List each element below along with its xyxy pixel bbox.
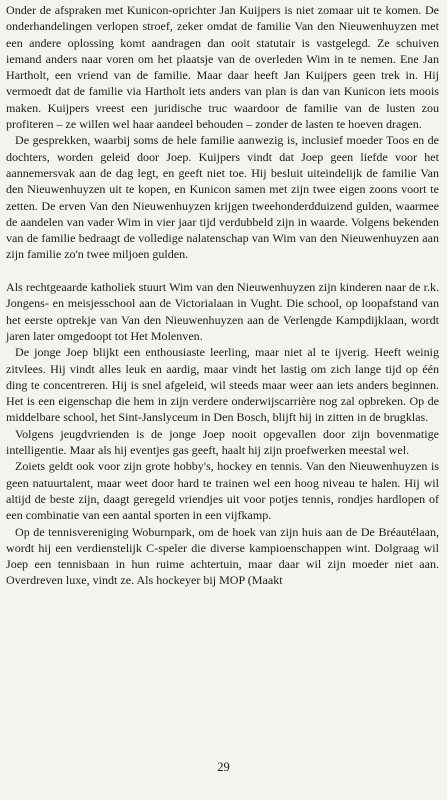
paragraph: Op de tennisvereniging Woburnpark, om de hoek van zijn huis aan de De Bréautélaan, wordt hij een verdienstelijk C-speler die diverse kampioenschappen wint. Dolgraag wil Joep een tennisbaan in hun ruime achtertuin, maar daar wil zijn moeder niet aan. Overdreven luxe, vindt ze. Als hockeyer bij MOP (Maakt xyxy=(6,524,439,588)
page-number: 29 xyxy=(217,760,230,774)
paragraph: Als rechtgeaarde katholiek stuurt Wim van den Nieuwenhuyzen zijn kinderen naar de r.k. Jongens- en meisjesschool aan de Victorialaan in Vught. Die school, op loopafstand van het eerste optrekje van Van den Nieuwenhuyzen aan de Verlengde Kampdijklaan, wordt jaren later omgedoopt tot Het Molenven. xyxy=(6,280,439,343)
paragraph: De jonge Joep blijkt een enthousiaste leerling, maar niet al te ijverig. Heeft weinig zitvlees. Hij vindt alles leuk en aardig, maar vindt het lastig om zich lange tijd op één ding te concentreren. Hij is snel afgeleid, wil steeds maar weer aan iets anders beginnen. Het is een eigenschap die hem in zijn verdere onderwijscarrière nog zal opbreken. Op de middelbare school, het Sint-Janslyceum in Den Bosch, blijft hij in zitten in de brugklas. xyxy=(6,345,439,425)
paragraph: Onder de afspraken met Kunicon-oprichter Jan Kuijpers is niet zomaar uit te komen. De onderhandelingen verlopen stroef, zeker omdat de familie Van den Nieuwenhuyzen met een andere oplossing komt aandragen dan ooit statutair is vastgelegd. Ze schuiven iemand anders naar voren om het plaatsje van de overleden Wim in te nemen. Ene Jan Hartholt, een vriend van de familie. Maar daar heeft Jan Kuijpers geen trek in. Hij vermoedt dat de familie via Hartholt iets anders van plan is dan van Kunicon iets moois maken. Kuijpers vreest een juridische truc waardoor de familie van de lusten zou profiteren – ze willen wel haar aandeel behouden – zonder de lasten te hoeven dragen. xyxy=(6,3,439,132)
paragraph: De gesprekken, waarbij soms de hele familie aanwezig is, inclusief moeder Toos en de dochters, worden geleid door Joep. Kuijpers vindt dat Joep geen liefde voor het aannemersvak aan de dag legt, en geeft niet toe. Hij besluit uiteindelijk de familie Van den Nieuwenhuyzen uit te kopen, en Kunicon samen met zijn twee eigen zoons voort te zetten. De erven Van den Nieuwenhuyzen krijgen tweehonderdduizend gulden, waarmee de aandelen van vader Wim in vier jaar tijd verdubbeld zijn in waarde. Volgens bekenden van de familie bedraagt de volledige nalatenschap van Wim van den Nieuwenhuyzen aan zijn familie zo'n twee miljoen gulden. xyxy=(6,133,439,262)
body-text xyxy=(6,2,439,589)
paragraph: Volgens jeugdvrienden is de jonge Joep nooit opgevallen door zijn bovenmatige intelligentie. Maar als hij eventjes gas geeft, haalt hij zijn proefwerken meestal wel. xyxy=(6,426,439,458)
paragraph: Zoiets geldt ook voor zijn grote hobby's, hockey en tennis. Van den Nieuwenhuyzen is geen natuurtalent, maar weet door hard te trainen wel een hoog niveau te halen. Hij wil altijd de beste zijn, daagt geregeld vriendjes uit voor potjes tennis, rondjes hardlopen of een combinatie van een aantal sporten in een vijfkamp. xyxy=(6,459,439,523)
